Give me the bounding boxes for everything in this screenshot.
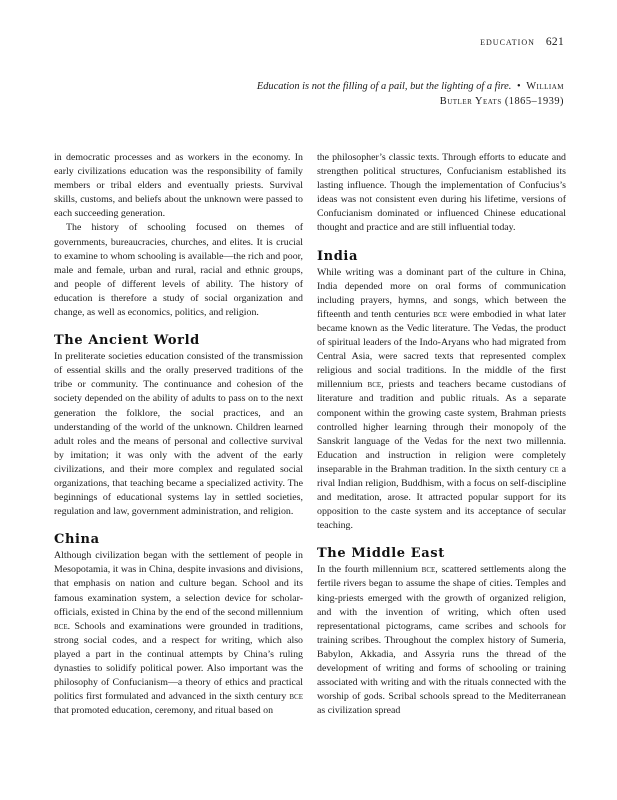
paragraph [54,549,303,718]
era-abbrev: bce [421,564,436,576]
page-number: 621 [545,36,564,48]
section-heading-ancient-world: The Ancient World [54,333,200,349]
paragraph [317,563,566,718]
epigraph [234,80,564,109]
epigraph-author: William Butler Yeats (1865–1939) [439,81,564,107]
era-abbrev: bce [289,691,303,703]
paragraph: The history of schooling focused on themes of governments, bureaucracies, churches, and elites. It is crucial to examine to whom schooling is available—the rich and poor, male and female, urban and rural, racial and ethnic groups, and people of different levels of ability. The history of education is therefore a study of social organization and change, as well as economics, politics, and religion. [54,222,303,319]
text-run: . Schools and examinations were grounded in traditions, strong social codes, and a respect for writing, which also played a part in the continual attempts by China’s ruling dynasties to solidify political power. Also important was the philosophy of Confucianism—a theory of ethics and practical politics first formulated and advanced in the sixth century [54,620,303,703]
text-run: that promoted education, ceremony, and ritual based on [54,705,274,717]
text-run: Although civilization began with the settlement of people in Mesopotamia, it was in China, despite invasions and divisions, that emphasis on nation and culture began. School and its famous examination system, a selection device for scholar-officials, existed in China by the end of the second millennium [54,550,303,618]
section-heading-china: China [54,532,100,548]
paragraph [317,266,566,534]
running-head [480,36,564,48]
paragraph: the philosopher’s classic texts. Through efforts to educate and strengthen political structures, Confucianism established its lasting influence. Though the implementation of Confucius’s ideas was not consistent even during his lifetime, versions of Confucianism dominated or influenced Chinese educational thought and practice and are still influential today. [317,152,566,234]
section-title: education [480,36,535,48]
right-column [317,151,566,718]
text-run: , scattered settlements along the fertile rivers began to assume the shape of cities. Temples and king-priests emerged with the growth of organized religion, and with the invention of writing, which often used representational pictograms, came scribes and schools for training scribes. Throughout the complex history of Sumeria, Babylon, Akkadia, and Assyria runs the thread of the development of writing and forms of schooling or training associated with writing and with the rituals connected with the worship of gods. Scribal schools spread to the Mediterranean as civilization spread [317,564,566,717]
text-run: a rival Indian religion, Buddhism, with a focus on self-discipline and meditation, arose. It attracted popular support for its opposition to the caste system and its acceptance of secular teaching. [317,463,566,532]
text-run: While writing was a dominant part of the culture in China, India depended more on oral forms of communication including prayers, hymns, and songs, which between the fifteenth and tenth centuries [317,266,566,320]
text-run: , priests and teachers became custodians of literature and tradition and public rituals. As a separate component within the growing caste system, Brahman priests controlled higher learning through their monopoly of the Sanskrit language of the Vedas for the next two millennia. Education and instruction in religion were completely inseparable in the Brahman tradition. In the sixth century [317,379,566,475]
paragraph: in democratic processes and as workers in the economy. In early civilizations education was the responsibility of family members or tribal elders and eventually priests. Survival skills, customs, and beliefs about the unknown were passed to each succeeding generation. [54,152,303,220]
left-column [54,151,303,718]
section-heading-middle-east: The Middle East [317,546,445,562]
era-abbrev: bce [367,379,382,391]
text-run: In the fourth millennium [317,564,422,576]
epigraph-quote: Education is not the filling of a pail, but the lighting of a fire. [256,81,512,92]
section-heading-india: India [317,248,358,264]
era-abbrev: bce [54,620,68,632]
era-abbrev: bce [433,308,447,320]
paragraph: In preliterate societies education consisted of the transmission of essential skills and the orally preserved traditions of the tribe or community. The continuance and cohesion of the society depended on the ability of adults to pass on to the next generation the folklore, the social practices, and an understanding of the world of the unknown. Children learned adult roles and the means of personal and collective survival by imitation; it was only with the advent of the early civilizations, and their more complex and regulated social organizations, that teaching became a specialized activity. The beginnings of educational systems lay in settled societies, regulation and law, government administration, and religion. [54,351,303,518]
era-abbrev: ce [549,463,559,475]
epigraph-bullet: • [516,81,521,92]
text-run: were embodied in what later became known as the Vedic literature. The Vedas, the product of spiritual leaders of the Indo-Aryans who had migrated from Central Asia, were sacred texts that represented complex religious and social traditions. In the middle of the first millennium [317,308,566,391]
